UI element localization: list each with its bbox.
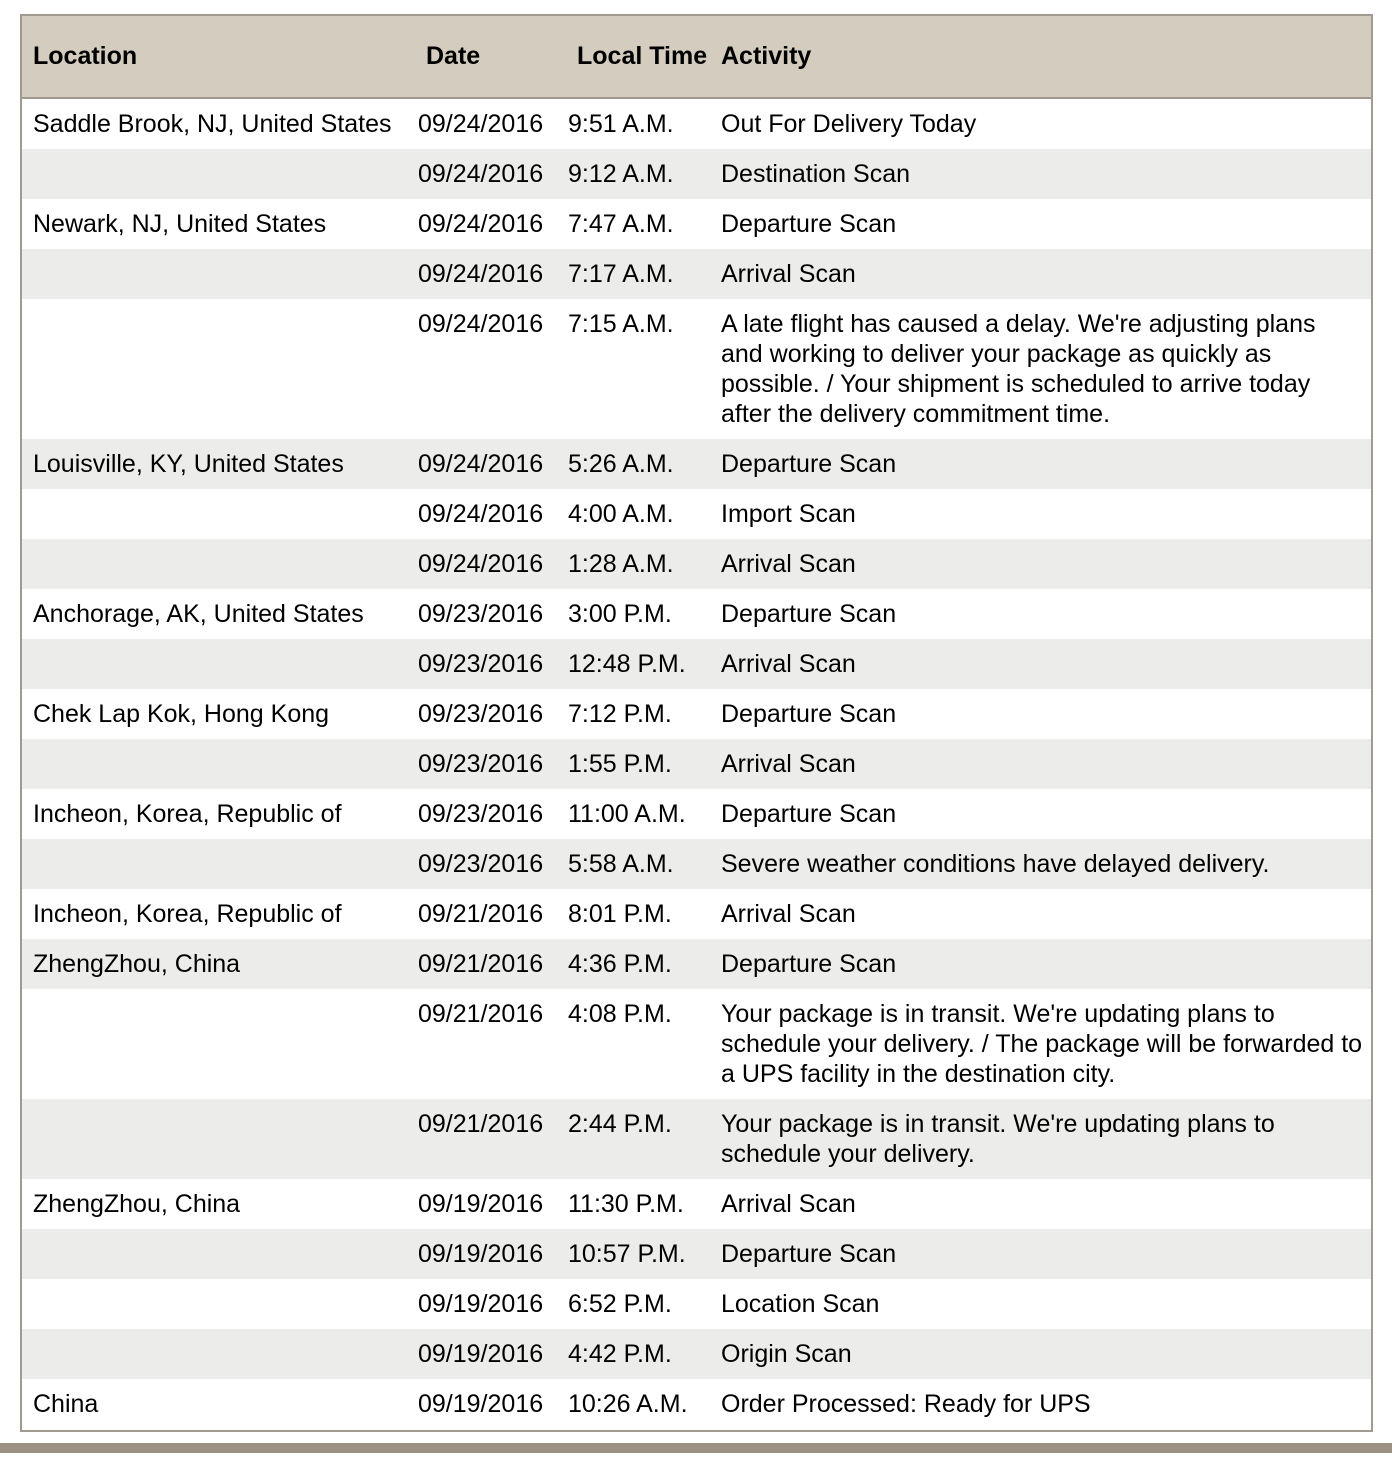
cell-date: 09/24/2016 <box>418 450 544 478</box>
table-row <box>22 789 1371 839</box>
cell-local-time: 5:26 A.M. <box>568 450 674 478</box>
footer-divider-bar <box>0 1443 1392 1453</box>
cell-activity: Departure Scan <box>721 600 897 628</box>
table-row <box>22 839 1371 889</box>
cell-activity: A late flight has caused a delay. We're adjusting plans and working to deliver your package as quickly as possible. / Your shipment is scheduled to arrive today after the delivery commitment time. <box>721 310 1316 428</box>
cell-location <box>22 539 415 589</box>
cell-activity: Departure Scan <box>721 800 897 828</box>
cell-date: 09/23/2016 <box>418 700 544 728</box>
cell-date: 09/24/2016 <box>418 160 544 188</box>
cell-activity: Arrival Scan <box>721 900 856 928</box>
cell-location <box>22 989 415 1099</box>
cell-location <box>22 299 415 439</box>
table-row <box>22 1329 1371 1379</box>
cell-location: Incheon, Korea, Republic of <box>33 900 342 928</box>
cell-local-time: 6:52 P.M. <box>568 1290 672 1318</box>
table-body <box>22 98 1371 1429</box>
table-row <box>22 739 1371 789</box>
cell-location <box>22 639 415 689</box>
cell-local-time: 4:36 P.M. <box>568 950 672 978</box>
cell-local-time: 7:12 P.M. <box>568 700 672 728</box>
cell-date: 09/19/2016 <box>418 1340 544 1368</box>
cell-activity: Location Scan <box>721 1290 880 1318</box>
cell-local-time: 2:44 P.M. <box>568 1110 672 1138</box>
cell-activity: Out For Delivery Today <box>721 110 977 138</box>
cell-activity: Departure Scan <box>721 210 897 238</box>
cell-activity: Order Processed: Ready for UPS <box>721 1390 1091 1418</box>
table-row <box>22 149 1371 199</box>
cell-date: 09/24/2016 <box>418 500 544 528</box>
cell-activity: Departure Scan <box>721 1240 897 1268</box>
cell-location <box>22 1329 415 1379</box>
cell-date: 09/23/2016 <box>418 600 544 628</box>
cell-location: ZhengZhou, China <box>33 1190 241 1218</box>
cell-location <box>22 739 415 789</box>
cell-date: 09/21/2016 <box>418 900 544 928</box>
table-row <box>22 199 1371 249</box>
cell-date: 09/23/2016 <box>418 850 544 878</box>
cell-activity: Arrival Scan <box>721 650 856 678</box>
table-header-row <box>22 16 1371 98</box>
table-row <box>22 1099 1371 1179</box>
cell-local-time: 4:00 A.M. <box>568 500 674 528</box>
table-row <box>22 1179 1371 1229</box>
table-row <box>22 489 1371 539</box>
cell-date: 09/23/2016 <box>418 800 544 828</box>
cell-activity: Departure Scan <box>721 450 897 478</box>
cell-local-time: 9:12 A.M. <box>568 160 674 188</box>
cell-local-time: 1:28 A.M. <box>568 550 674 578</box>
cell-activity: Origin Scan <box>721 1340 852 1368</box>
cell-date: 09/19/2016 <box>418 1390 544 1418</box>
table-row <box>22 299 1371 439</box>
cell-date: 09/21/2016 <box>418 950 544 978</box>
cell-location <box>22 1229 415 1279</box>
cell-location: Chek Lap Kok, Hong Kong <box>33 700 330 728</box>
cell-activity: Severe weather conditions have delayed delivery. <box>721 850 1270 878</box>
cell-date: 09/23/2016 <box>418 750 544 778</box>
column-header-activity: Activity <box>721 42 812 70</box>
cell-date: 09/19/2016 <box>418 1240 544 1268</box>
table-row <box>22 249 1371 299</box>
cell-activity: Arrival Scan <box>721 260 856 288</box>
table-row <box>22 1229 1371 1279</box>
cell-location <box>22 1279 415 1329</box>
cell-location <box>22 839 415 889</box>
column-header-local-time: Local Time <box>577 42 708 70</box>
cell-local-time: 11:30 P.M. <box>568 1190 684 1218</box>
cell-activity: Destination Scan <box>721 160 911 188</box>
cell-date: 09/23/2016 <box>418 650 544 678</box>
table-row <box>22 1279 1371 1329</box>
cell-location: China <box>33 1390 99 1418</box>
cell-location: Saddle Brook, NJ, United States <box>33 110 392 138</box>
cell-location <box>22 249 415 299</box>
cell-local-time: 4:42 P.M. <box>568 1340 672 1368</box>
cell-local-time: 7:17 A.M. <box>568 260 674 288</box>
table-row <box>22 939 1371 989</box>
cell-activity: Your package is in transit. We're updating plans to schedule your delivery. <box>721 1110 1275 1168</box>
cell-date: 09/24/2016 <box>418 110 544 138</box>
table-row <box>22 98 1371 149</box>
cell-date: 09/24/2016 <box>418 550 544 578</box>
table-row <box>22 589 1371 639</box>
cell-date: 09/21/2016 <box>418 1000 544 1028</box>
cell-local-time: 10:26 A.M. <box>568 1390 688 1418</box>
cell-date: 09/24/2016 <box>418 310 544 338</box>
cell-local-time: 11:00 A.M. <box>568 800 686 828</box>
table-row <box>22 539 1371 589</box>
table-row <box>22 889 1371 939</box>
cell-activity: Arrival Scan <box>721 750 856 778</box>
shipment-progress-table <box>22 16 1371 1429</box>
cell-local-time: 10:57 P.M. <box>568 1240 686 1268</box>
cell-local-time: 7:47 A.M. <box>568 210 674 238</box>
table-row <box>22 639 1371 689</box>
cell-local-time: 7:15 A.M. <box>568 310 674 338</box>
cell-location: Louisville, KY, United States <box>33 450 344 478</box>
shipment-progress-panel <box>20 14 1373 1432</box>
cell-location: ZhengZhou, China <box>33 950 241 978</box>
cell-activity: Departure Scan <box>721 700 897 728</box>
cell-activity: Arrival Scan <box>721 550 856 578</box>
cell-location <box>22 489 415 539</box>
cell-location: Anchorage, AK, United States <box>33 600 364 628</box>
cell-date: 09/21/2016 <box>418 1110 544 1138</box>
cell-location <box>22 149 415 199</box>
cell-date: 09/24/2016 <box>418 260 544 288</box>
cell-location <box>22 1099 415 1179</box>
cell-date: 09/24/2016 <box>418 210 544 238</box>
cell-local-time: 4:08 P.M. <box>568 1000 672 1028</box>
cell-activity: Your package is in transit. We're updating plans to schedule your delivery. / The package will be forwarded to a UPS facility in the destination city. <box>721 1000 1363 1088</box>
cell-local-time: 12:48 P.M. <box>568 650 686 678</box>
table-row <box>22 989 1371 1099</box>
cell-location: Newark, NJ, United States <box>33 210 327 238</box>
cell-local-time: 1:55 P.M. <box>568 750 672 778</box>
cell-activity: Import Scan <box>721 500 856 528</box>
cell-location: Incheon, Korea, Republic of <box>33 800 342 828</box>
column-header-location: Location <box>33 42 138 70</box>
cell-local-time: 9:51 A.M. <box>568 110 674 138</box>
cell-date: 09/19/2016 <box>418 1290 544 1318</box>
cell-local-time: 8:01 P.M. <box>568 900 672 928</box>
cell-activity: Arrival Scan <box>721 1190 856 1218</box>
cell-date: 09/19/2016 <box>418 1190 544 1218</box>
column-header-date: Date <box>426 42 481 70</box>
table-row <box>22 1379 1371 1429</box>
table-row <box>22 689 1371 739</box>
cell-activity: Departure Scan <box>721 950 897 978</box>
cell-local-time: 3:00 P.M. <box>568 600 672 628</box>
table-row <box>22 439 1371 489</box>
cell-local-time: 5:58 A.M. <box>568 850 674 878</box>
